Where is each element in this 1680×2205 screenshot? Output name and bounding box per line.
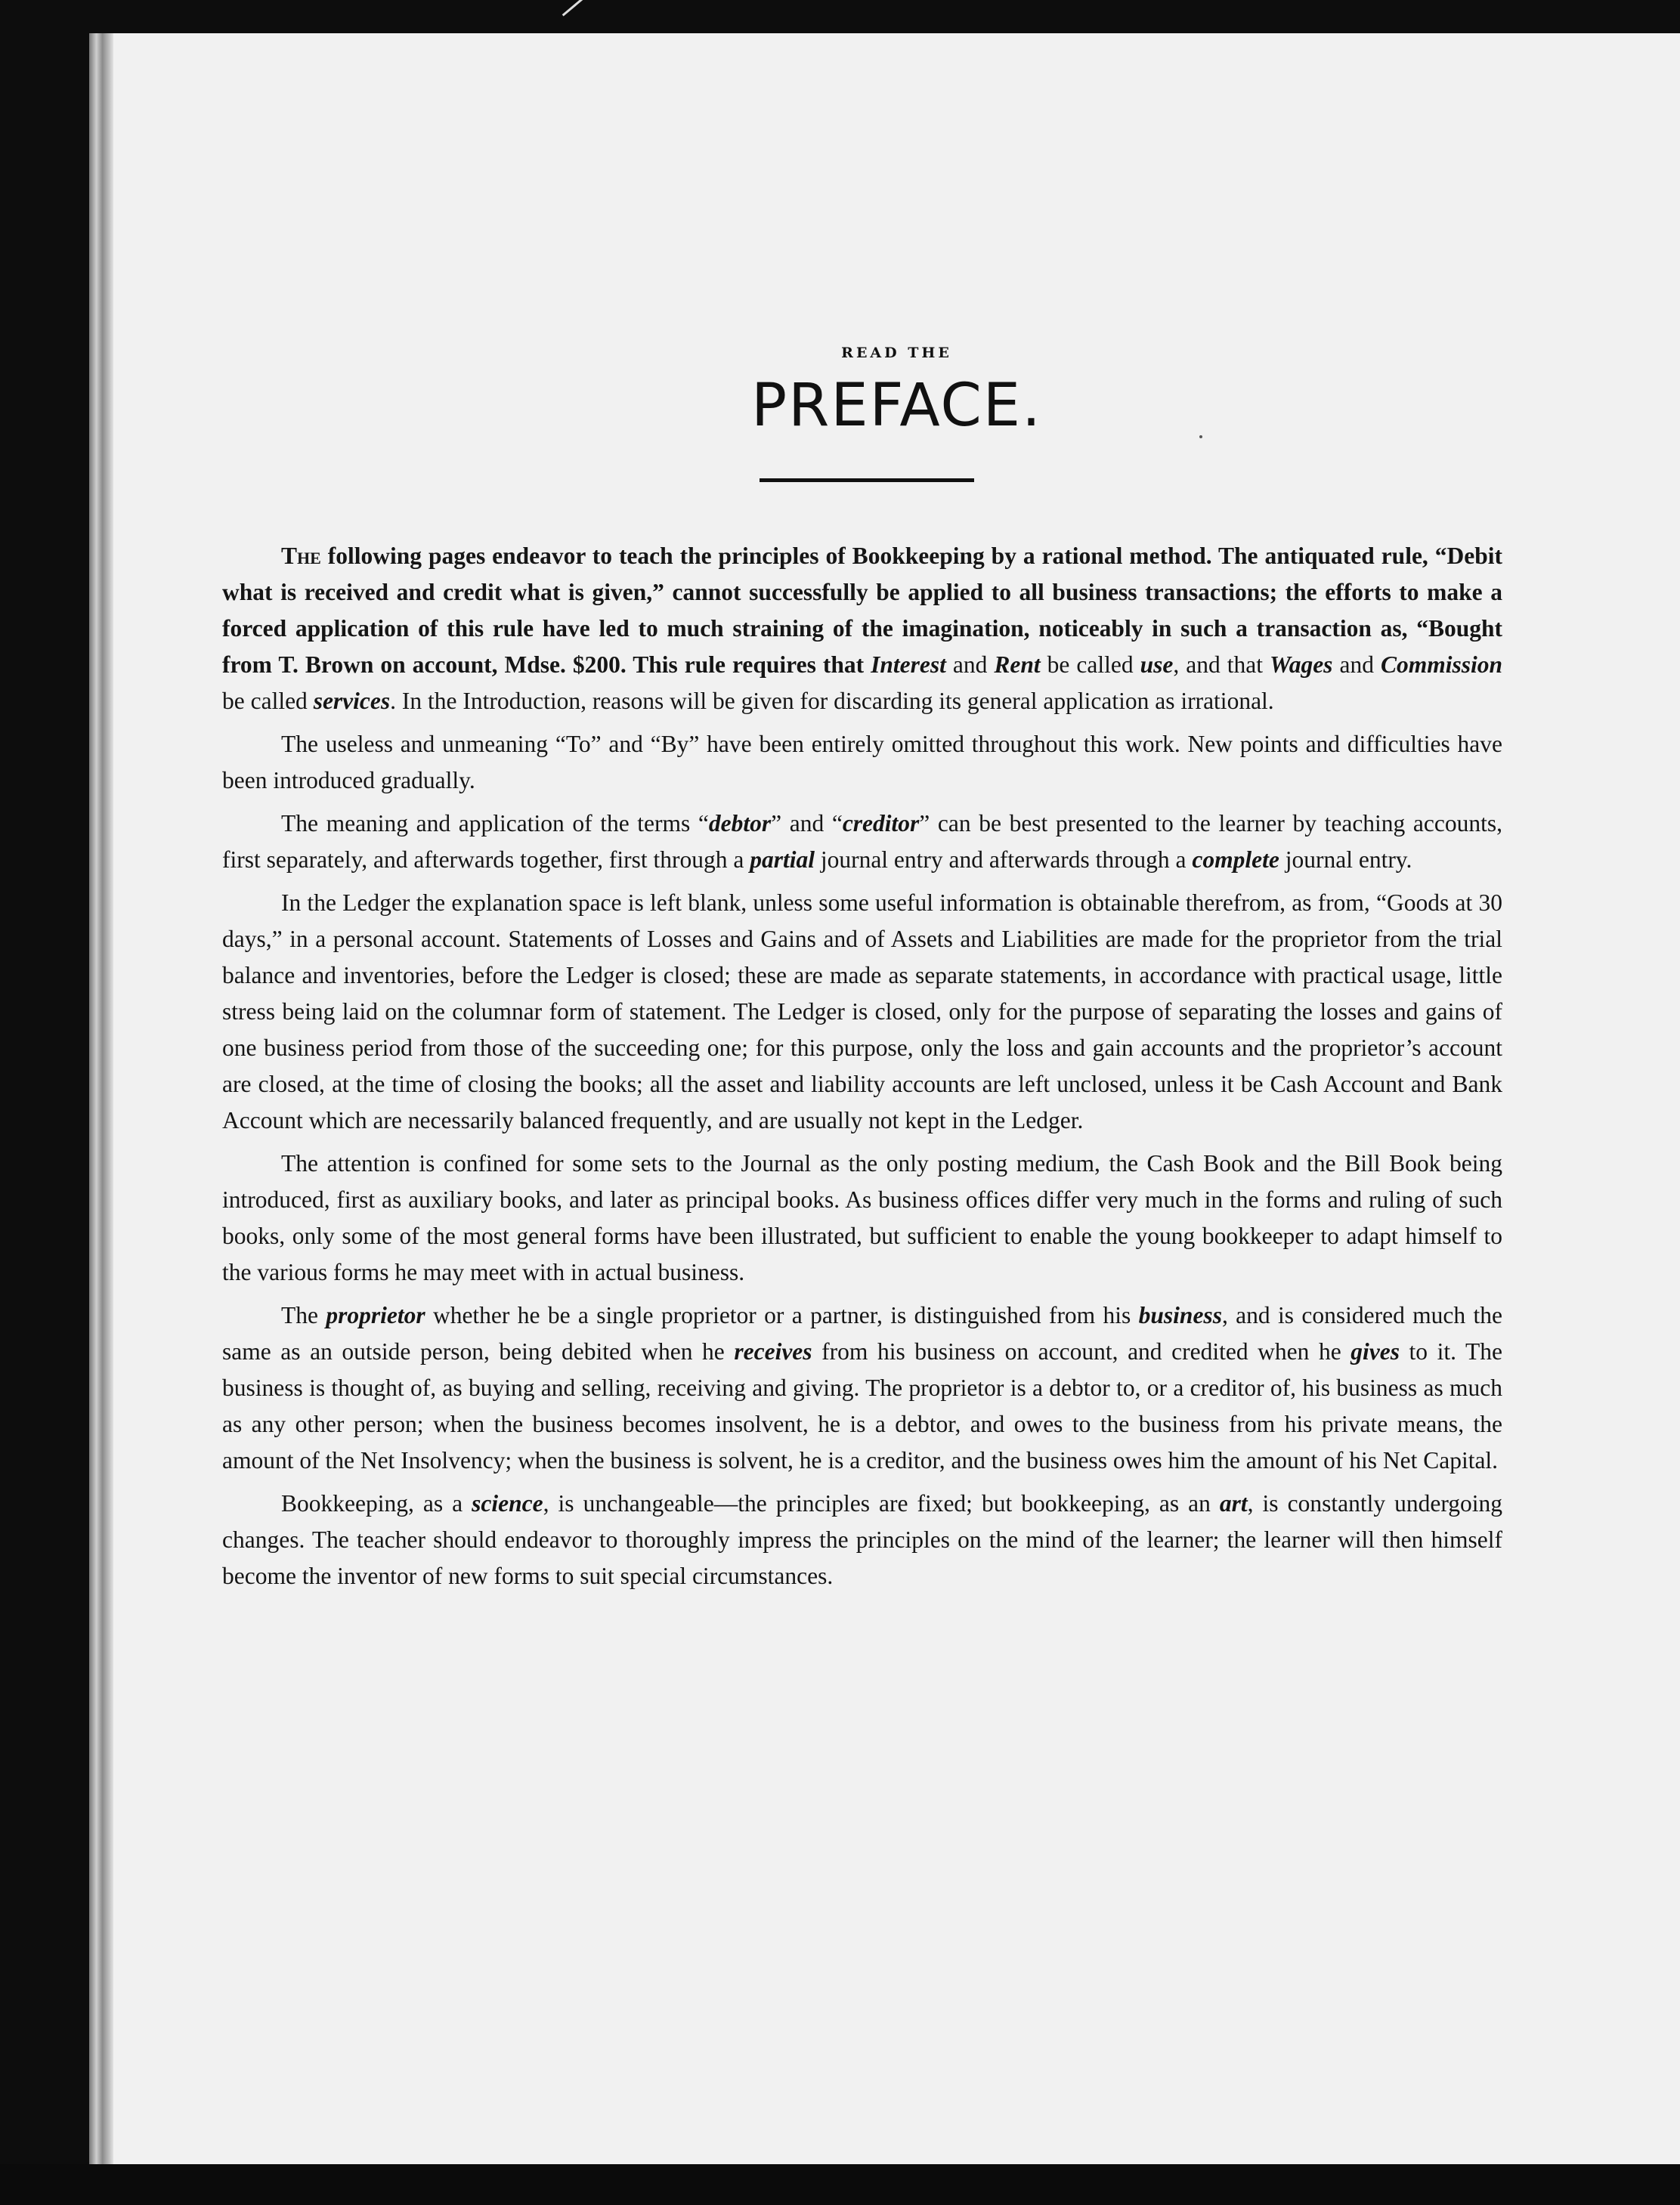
scan-bottom-band [0,2164,1680,2205]
italic-term: Interest [871,651,946,678]
text-run: whether he be a single proprietor or a partner, is distinguished from his [425,1302,1139,1328]
paragraph-1 [222,538,1502,719]
text-run: , is constantly undergoing changes. The teacher should endeavor to thoroughly impress the principles on the mind of the learner; the learner will then himself become the inventor of new forms to suit special circumstances. [222,1490,1503,1589]
scan-corner-mark [562,0,587,17]
italic-term: debtor [708,810,772,837]
preface-body [222,538,1502,1601]
paragraph-2: The useless and unmeaning “To” and “By” have been entirely omitted throughout this work. New points and difficulties have been introduced gradually. [222,731,1502,793]
text-run: and [1332,651,1381,678]
text-run: to it. The business is thought of, as buying and selling, receiving and giving. The proprietor is a debtor to, or a creditor of, his business as much as any other person; when the business becomes insolvent, he is a debtor, and owes to the business from his private means, the amount of the Net Insolvency; when the business is solvent, he is a creditor, and the business owes him the amount of his Net Capital. [222,1338,1502,1474]
paragraph-5: The attention is confined for some sets to the Journal as the only posting medium, the Cash Book and the Bill Book being introduced, first as auxiliary books, and later as principal books. As business offices differ very much in the forms and ruling of such books, only some of the most general forms have been illustrated, but sufficient to enable the young bookkeeper to adapt himself to the various forms he may meet with in actual business. [222,1150,1502,1285]
italic-term: receives [734,1338,812,1365]
text-run: be called [1040,651,1140,678]
text-run: journal entry and afterwards through a [814,846,1193,873]
text-run: ” can be best presented to the learner by teaching accounts, first separately, and afterwards together, first through a [222,810,1503,873]
text-run: be called [222,688,314,714]
italic-term: proprietor [326,1302,425,1328]
italic-term: art [1219,1490,1248,1517]
italic-term: gives [1350,1338,1400,1365]
text-run: journal entry. [1279,846,1412,873]
text-run: following pages endeavor to teach the principles of Bookkeeping by a rational method. The antiquated rule, “Debit what is received and credit what is given,” cannot successfully be applied to all business transactions; the efforts to make a forced application of this rule have led to much straining of the imagination, noticeably in such a transaction as, “Bought from T. Brown on account, Mdse. $200. This rule requires that [222,543,1502,678]
document-page [113,33,1680,2164]
text-run: The [281,1302,326,1328]
italic-term: science [472,1490,543,1517]
italic-term: business [1138,1302,1222,1328]
paragraph-7 [222,1486,1502,1594]
text-run: Bookkeeping, as a [281,1490,472,1517]
paragraph-4: In the Ledger the explanation space is left blank, unless some useful information is obtainable therefrom, as from, “Goods at 30 days,” in a personal account. Statements of Losses and Gains and of Assets and Liabilities are made for the proprietor from the trial balance and inventories, before the Ledger is closed; these are made as separate statements, in accordance with practical usage, little stress being laid on the columnar form of statement. The Ledger is closed, only for the purpose of separating the losses and gains of one business period from those of the succeeding one; for this purpose, only the loss and gain accounts and the proprietor’s account are closed, at the time of closing the books; all the asset and liability accounts are left unclosed, unless it be Cash Account and Bank Account which are necessarily balanced frequently, and are usually not kept in the Ledger. [222,889,1502,1133]
italic-term: Rent [994,651,1041,678]
italic-term: use [1140,651,1174,678]
text-run: from his business on account, and credited when he [812,1338,1351,1365]
italic-term: Commission [1380,651,1503,678]
italic-term: Wages [1270,651,1333,678]
page-title: PREFACE. [751,372,1042,440]
text-run: ” and “ [771,810,843,837]
italic-term: services [313,688,391,714]
italic-term: complete [1192,846,1279,873]
paragraph-lead-word: The [281,543,321,569]
text-run: , and is considered much the same as an outside person, being debited when he [222,1302,1502,1365]
title-divider [760,478,974,482]
italic-term: creditor [842,810,920,837]
preface-kicker: READ THE [841,345,952,361]
text-run: and [945,651,995,678]
text-run: . In the Introduction, reasons will be given for discarding its general application as irrational. [390,688,1274,714]
paragraph-3 [222,806,1502,878]
paragraph-6 [222,1297,1502,1479]
text-run: , is unchangeable—the principles are fixed; but bookkeeping, as an [543,1490,1220,1517]
italic-term: partial [750,846,815,873]
text-run: The meaning and application of the terms “ [281,810,709,837]
text-run: , and that [1173,651,1270,678]
page-binding-edge [89,33,113,2164]
